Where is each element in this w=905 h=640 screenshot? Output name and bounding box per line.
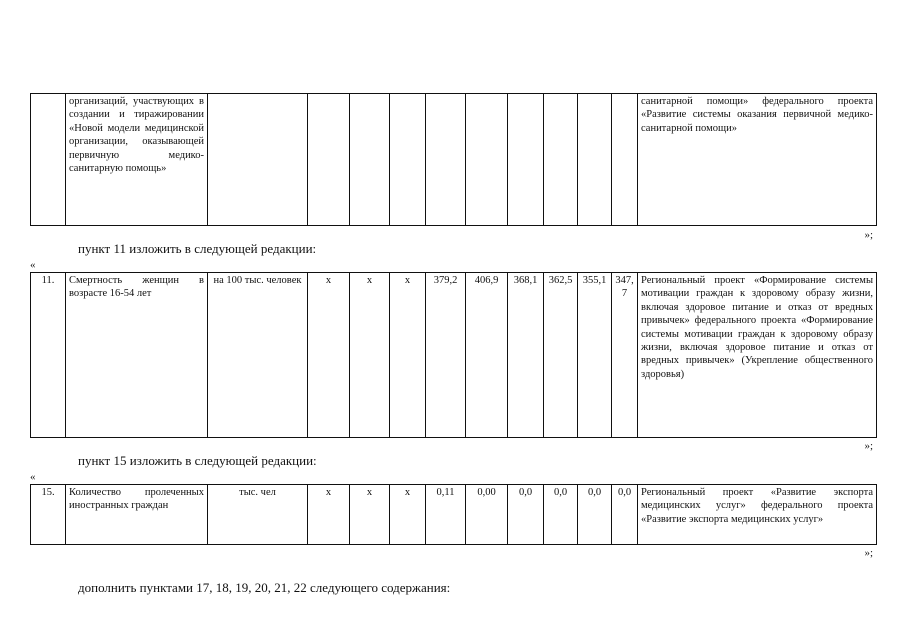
cell-indicator-name: организаций, участвующих в создании и тиражировании «Новой модели медицинской организации, оказывающей первичную медико-санитарную помощь» [66,94,208,226]
indicator-table-item-15 [30,484,877,545]
cell-value [466,94,508,226]
cell-value: 379,2 [426,273,466,438]
closing-quote: »; [864,229,873,241]
cell-project: санитарной помощи» федерального проекта «Развитие системы оказания первичной медико-санитарной помощи» [638,94,877,226]
cell-value: 0,0 [612,485,638,545]
instruction-text: пункт 15 изложить в следующей редакции: [78,453,317,468]
cell-unit: на 100 тыс. человек [208,273,308,438]
cell-value: 368,1 [508,273,544,438]
cell-value: 355,1 [578,273,612,438]
cell-value [308,94,350,226]
cell-indicator-name: Смертность женщин в возрасте 16-54 лет [66,273,208,438]
cell-value: x [308,273,350,438]
cell-project: Региональный проект «Развитие экспорта медицинских услуг» федерального проекта «Развитие экспорта медицинских услуг» [638,485,877,545]
cell-value: x [350,485,390,545]
cell-value: 406,9 [466,273,508,438]
cell-value: 0,0 [578,485,612,545]
cell-value: 0,0 [544,485,578,545]
table-row [31,485,877,545]
cell-project: Региональный проект «Формирование системы мотивации граждан к здоровому образу жизни, включая здоровое питание и отказ от вредных привычек» федерального проекта «Формирование системы мотивации граждан к здоровому образу жизни, включая здоровое питание и отказ от вредных привычек» (Укрепление общественного здоровья) [638,273,877,438]
cell-value [544,94,578,226]
cell-value: 0,0 [508,485,544,545]
cell-unit [208,94,308,226]
instruction-text: дополнить пунктами 17, 18, 19, 20, 21, 22 следующего содержания: [78,580,451,595]
cell-value: x [390,485,426,545]
cell-value: 0,11 [426,485,466,545]
table-row [31,94,877,226]
closing-quote: »; [864,440,873,452]
cell-value: x [350,273,390,438]
cell-value [390,94,426,226]
cell-value: 362,5 [544,273,578,438]
opening-quote: « [30,471,36,483]
indicator-table-item-11 [30,272,877,438]
instruction-text: пункт 11 изложить в следующей редакции: [78,241,317,256]
cell-indicator-name: Количество пролеченных иностранных граждан [66,485,208,545]
cell-value: x [390,273,426,438]
indicator-table-continuation [30,93,877,226]
cell-number: 15. [31,485,66,545]
cell-value [612,94,638,226]
cell-number: 11. [31,273,66,438]
cell-value [578,94,612,226]
cell-value [426,94,466,226]
closing-quote: »; [864,547,873,559]
cell-value: 347,7 [612,273,638,438]
cell-value [508,94,544,226]
cell-value [350,94,390,226]
table-row [31,273,877,438]
opening-quote: « [30,259,36,271]
cell-number [31,94,66,226]
cell-unit: тыс. чел [208,485,308,545]
cell-value: x [308,485,350,545]
cell-value: 0,00 [466,485,508,545]
